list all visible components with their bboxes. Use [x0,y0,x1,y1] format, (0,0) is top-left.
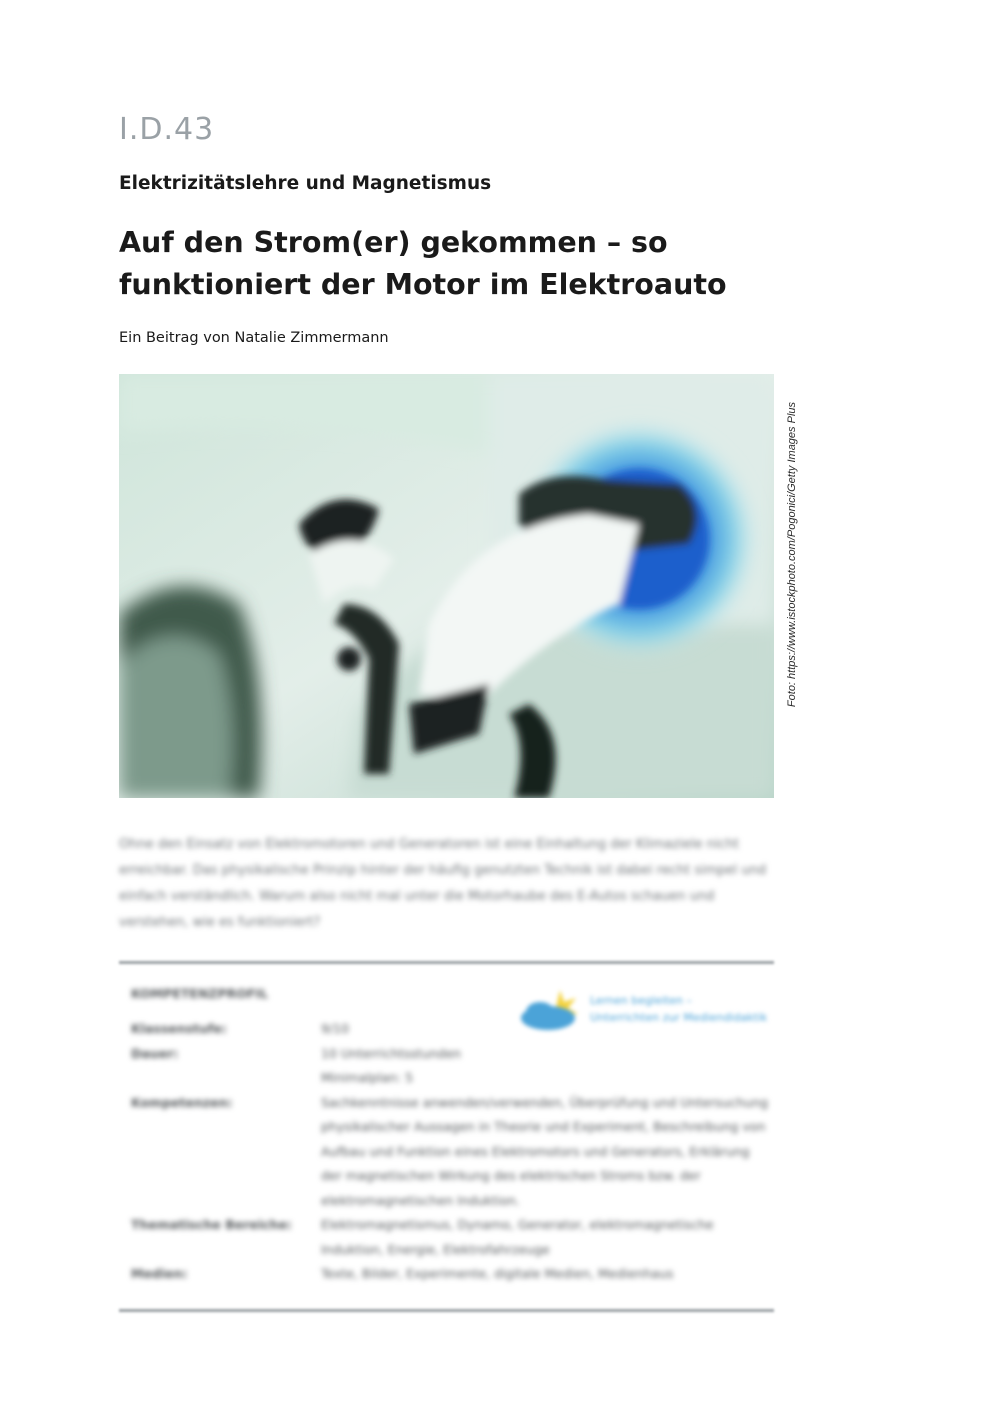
profile-key: Kompetenzen: [131,1094,233,1110]
profile-row-topics [119,1213,774,1262]
profile-key: Thematische Bereiche: [131,1217,292,1232]
document-code: I.D.43 [119,112,215,147]
profile-key: Dauer: [131,1045,179,1061]
logo-line-2: Unterrichten zur Mediendidaktik [590,1011,768,1024]
title-line-2: funktioniert der Motor im Elektroauto [119,268,727,301]
author-line: Ein Beitrag von Natalie Zimmermann [119,330,389,346]
profile-key [119,1066,321,1091]
logo-line-1: Lernen begleiten – [590,994,692,1007]
profile-row-competences [119,1091,774,1214]
intro-paragraph: Ohne den Einsatz von Elektromotoren und Generatoren ist eine Einhaltung der Klimaziele nicht erreichbar. Das physikalische Prinzip hinter der häufig genutzten Technik ist dabei recht simpel und einfach verständlich. Warum also nicht mal unter die Motorhaube des E-Autos schauen und verstehen, wie es funktioniert? [119,837,767,930]
profile-value: Elektromagnetismus, Dynamo, Generator, elektromagnetische Induktion, Energie, Elektrofahrzeuge [321,1217,714,1257]
profile-value: Texte, Bilder, Experimente, digitale Medien, Medienhaus [321,1266,674,1281]
photo-credit [786,402,800,797]
profile-key: Medien: [131,1266,188,1281]
ev-charging-photo [119,374,774,798]
profile-heading: KOMPETENZPROFIL [131,986,269,1001]
section-label: Elektrizitätslehre und Magnetismus [119,173,492,194]
logo-text [590,992,767,1026]
profile-value: Minimalplan: 5 [321,1070,414,1085]
ev-charging-plug-photo-icon [119,374,774,798]
document-title [119,222,779,306]
photo-credit-text: Foto: https://www.istockphoto.com/Pogonici/Getty Images Plus [786,402,798,708]
bottom-divider [119,1309,774,1312]
profile-row-media [119,1262,774,1287]
profile-value: 10 Unterrichtsstunden [321,1045,462,1061]
publisher-logo [520,986,775,1034]
profile-value: Sachkenntnisse anwenden/verwenden, Überprüfung und Untersuchung physikalischer Aussagen in Theorie und Experiment, Beschreibung von Aufbau und Funktion eines Elektromotors und Generators, Erklärung der magnetischen Wirkung des elektrischen Stroms bzw. der elektromagnetischen Induktion. [321,1094,769,1208]
cloud-sun-logo-icon [520,986,590,1034]
top-divider [119,961,774,964]
profile-row-duration [119,1042,774,1067]
profile-row-minimal [119,1066,774,1091]
profile-key: Klassenstufe: [131,1021,227,1036]
title-line-1: Auf den Strom(er) gekommen – so [119,226,668,259]
profile-value: 9/10 [321,1021,350,1036]
